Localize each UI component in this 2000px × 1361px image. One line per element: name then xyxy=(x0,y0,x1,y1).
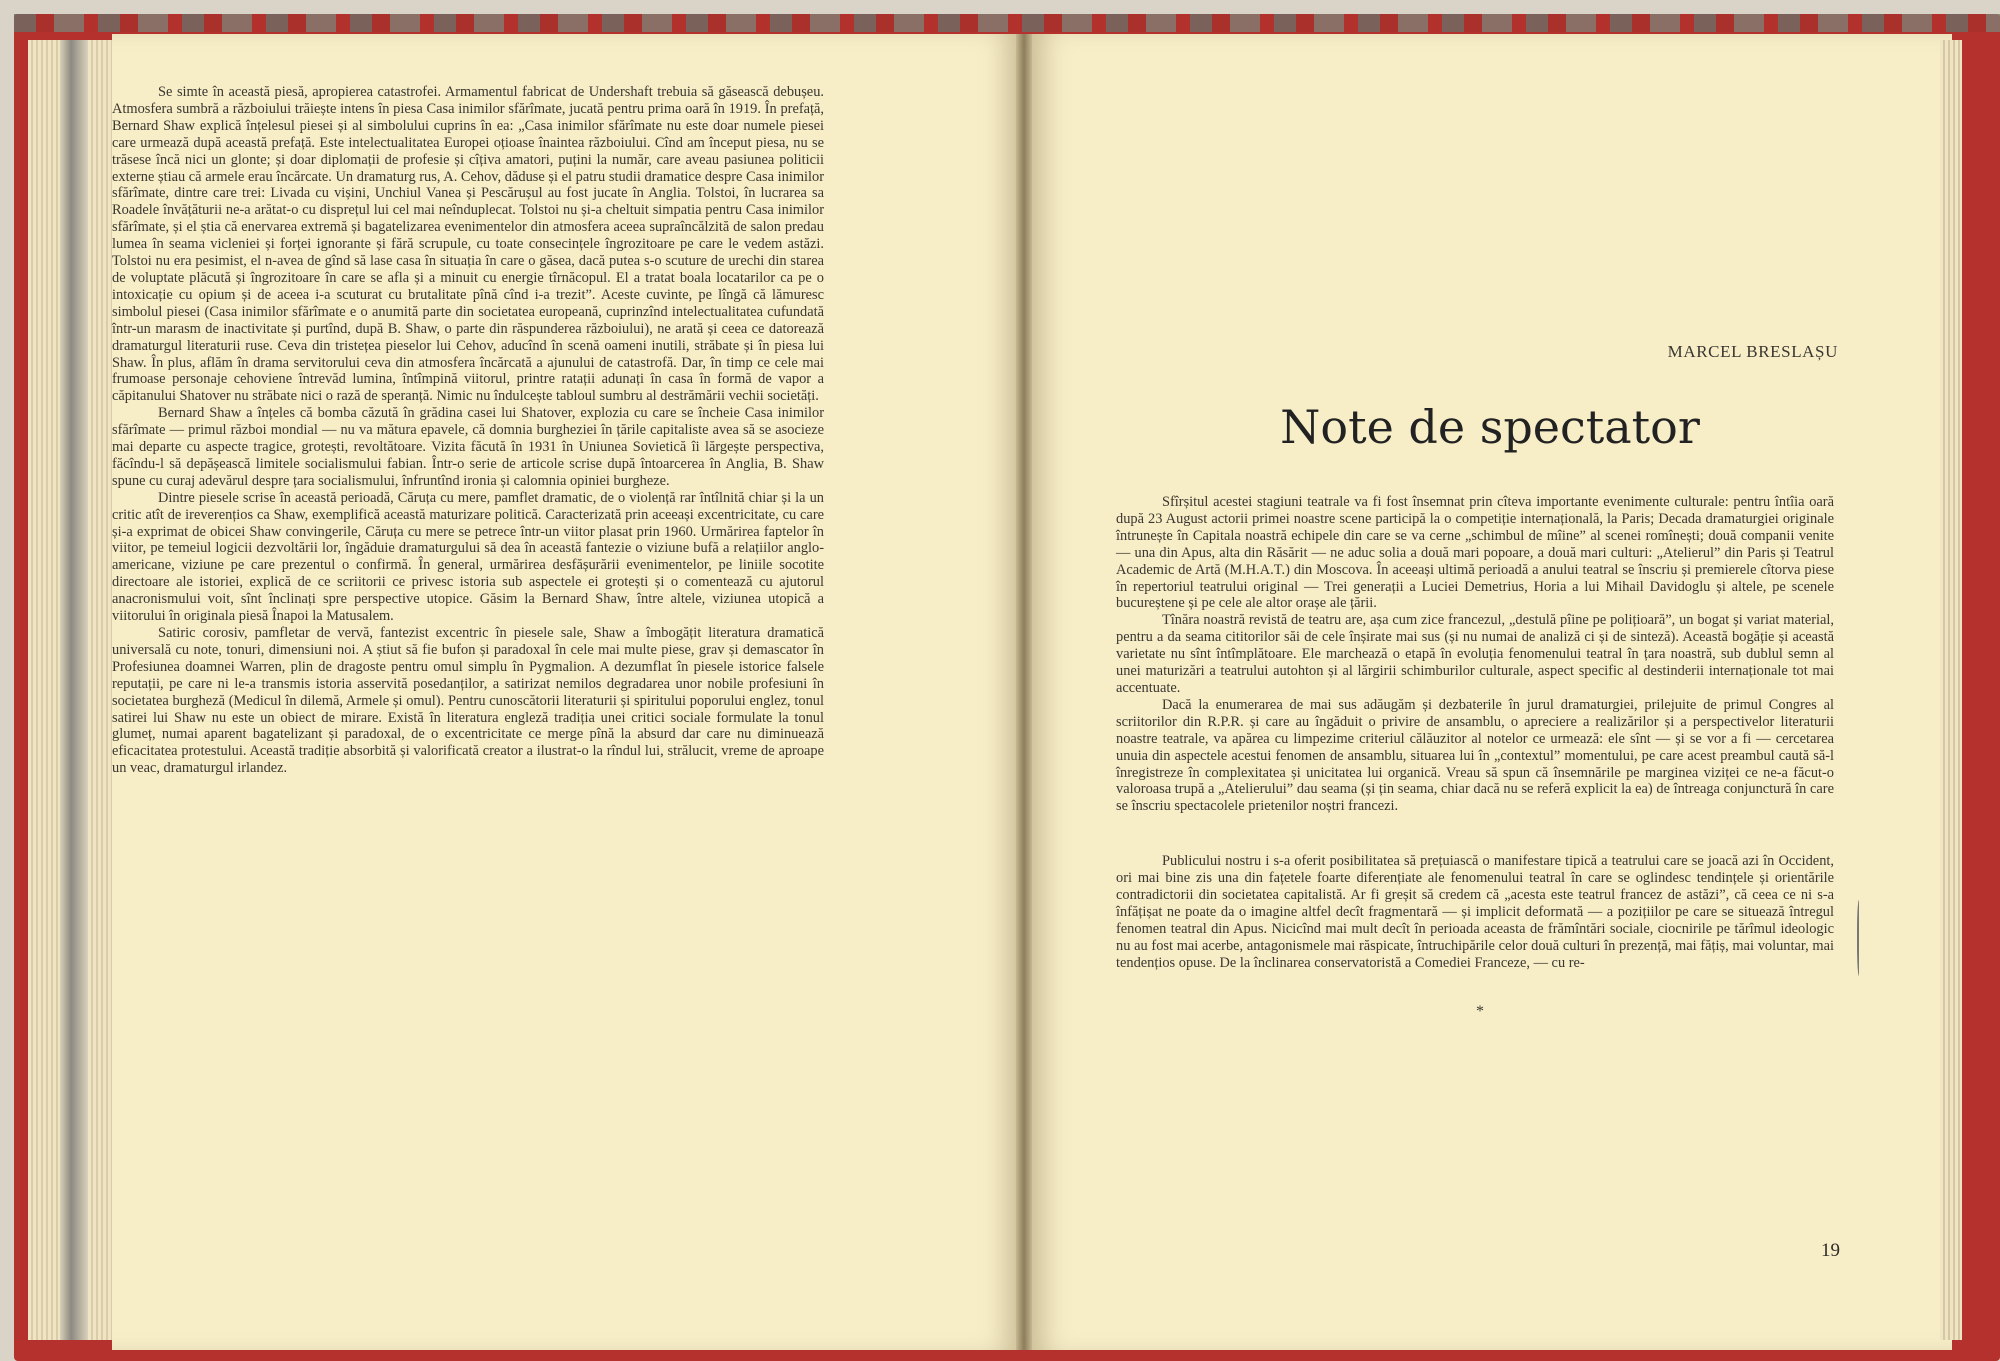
article-title: Note de spectator xyxy=(1280,400,1700,454)
book-gutter xyxy=(1016,34,1032,1350)
left-page-text xyxy=(112,84,824,777)
paragraph: Bernard Shaw a înțeles că bomba căzută în grădina casei lui Shatover, explozia cu care se încheie Casa inimilor sfărîmate — primul război mondial — nu va mătura epavele, că domnia burgheziei în țările capitaliste avea să se asocieze mai departe cu aspecte tragice, grotești, revoltătoare. Vizita făcută în 1931 în Uniunea Sovietică îi lărgește perspectiva, făcîndu-l să depășească limitele socialismului fabian. Într-o serie de articole scrise după întoarcerea în Anglia, B. Shaw spune cu curaj adevărul despre țara socialismului, înfruntînd ironia și calomnia opiniei burgheze. xyxy=(112,405,824,489)
paragraph: Sfîrșitul acestei stagiuni teatrale va fi fost însemnat prin cîteva importante evenimente culturale: pentru întîia oară după 23 August actorii primei noastre scene participă la o competiție internațională, la Paris; Decada dramaturgiei originale întrunește în Capitala noastră echipele din care se va cerne „schimbul de mîine” al scenei romînești; două companii venite — una din Apus, alta din Răsărit — ne aduc solia a două mari popoare, a două mari culturi: „Atelierul” din Paris și Teatrul Academic de Artă (M.H.A.T.) din Moscova. În aceeași ultimă perioadă a anului teatral se înscriu și premierele cîtorva piese în repertoriul teatrului original — Trei generații a Luciei Demetrius, Horia a lui Mihail Davidoglu și altele, pe scenele bucureștene și pe cele ale altor orașe ale țării. xyxy=(1116,494,1834,612)
article-author: MARCEL BRESLAȘU xyxy=(1667,342,1838,361)
section-separator: * xyxy=(1476,1003,1484,1020)
right-page-text xyxy=(1116,494,1834,972)
paragraph: Dintre piesele scrise în această perioadă, Căruța cu mere, pamflet dramatic, de o violență rar întîlnită chiar și la un critic atît de ireverențios ca Shaw, exemplifică această maturizare politică. Caracterizată prin aceeași excentricitate, cu care și-a exprimat de obicei Shaw convingerile, Căruța cu mere se petrece într-un viitor plasat prin 1960. Urmărirea faptelor în viitor, pe temeiul logicii dezvoltării lor, îngăduie dramaturgului să dea în această fantezie o viziune bufă a relațiilor anglo-americane, viziune pe care prezentul o confirmă. În general, urmărirea desfășurării evenimentelor, pe liniile socotite directoare ale istoriei, explică de ce scriitorii ce privesc istoria sub aspectele ei grotești și o comentează cu ajutorul anacronismului voit, sînt înclinați spre perspective utopice. Găsim la Bernard Shaw, între altele, viziunea utopică a viitorului în originala piesă Înapoi la Matusalem. xyxy=(112,489,824,625)
paragraph: Dacă la enumerarea de mai sus adăugăm și dezbaterile în jurul dramaturgiei, prilejuite de primul Congres al scriitorilor din R.P.R. și care au îngăduit o privire de ansamblu, o apreciere a realizărilor și a perspectivelor literaturii noastre teatrale, va apărea cu limpezime criteriul călăuzitor al notelor ce urmează: ele sînt — și se vor a fi — cercetarea unuia din aspectele acestui fenomen de ansamblu, situarea lui în „contextul” momentului, pe care acest preambul caută să-l înregistreze în complexitatea și unicitatea lui organică. Vreau să spun că însemnările pe marginea viziței ce ne-a făcut-o valoroasa trupă a „Atelierului” dau seama (și țin seama, chiar dacă nu se referă explicit la ea) de întreaga conjunctură în care se înscriu spectacolele prietenilor noștri francezi. xyxy=(1116,696,1834,815)
binding-strip xyxy=(60,40,88,1340)
paragraph: Publicului nostru i s-a oferit posibilitatea să prețuiască o manifestare tipică a teatrului care se joacă azi în Occident, ori mai bine zis una din fațetele foarte diferențiate ale fenomenului teatral în care se oglindesc tendințele și orientările contradictorii din societatea capitalistă. Ar fi greșit să credem că „acesta este teatrul francez de astăzi”, că ceea ce ni s-a înfățișat ne poate da o imagine altfel decît fragmentară — și implicit deformată — a pozițiilor pe care se situează întregul fenomen teatral din Apus. Nicicînd mai mult decît în perioada aceasta de frămîntări sociale, ciocnirile pe tărîmul ideologic nu au fost mai acerbe, antagonismele mai răspicate, întruchipările celor două culturi în prezență, mai fățiș, mai voluntar, mai tendențios opuse. De la înclinarea conservatoristă a Comediei Franceze, — cu re- xyxy=(1116,853,1834,971)
paragraph: Satiric corosiv, pamfletar de vervă, fantezist excentric în piesele sale, Shaw a îmbogățit literatura dramatică universală cu note, tonuri, dimensiuni noi. A știut să fie bufon și paradoxal în cele mai multe piese, grav și demascator în Profesiunea doamnei Warren, plin de dragoste pentru omul simplu în Pygmalion. A dezumflat în piesele istorice falsele reputații, pe care ni le-a transmis istoria asservită posedanților, a satirizat nemilos degradarea unor nobile profesiuni în societatea burgheză (Medicul în dilemă, Armele și omul). Pentru cunoscătorii literaturii și spiritului poporului englez, tonul satirei lui Shaw nu este un obiect de mirare. Există în literatura engleză tradiția unei critici sociale formulate la tonul glumeț, numai aparent bagatelizant și paradoxal, de o excentricitate ce merge pînă la absurd dar care nu diminuează eficacitatea protestului. Această tradiție absorbită și valorificată creator a ilustrat-o la rîndul lui, strălucit, vreme de aproape un veac, dramaturgul irlandez. xyxy=(112,625,824,777)
paragraph: Se simte în această piesă, apropierea catastrofei. Armamentul fabricat de Undershaft trebuia să găsească debușeu. Atmosfera sumbră a războiului trăiește intens în piesa Casa inimilor sfărîmate, jucată pentru prima oară în 1919. În prefață, Bernard Shaw explică înțelesul piesei și al simbolului cuprins în ea: „Casa inimilor sfărîmate nu este doar numele piesei care urmează după această prefață. Este intelectualitatea Europei oțioase înaintea războiului. Cînd am început piesa, nu se trăsese încă nici un glonte; și doar diplomații de profesie și cîțiva amatori, puțini la număr, care aveau pasiunea politicii externe știau că armele erau încărcate. Un dramaturg rus, A. Cehov, dăduse și el patru studii dramatice despre Casa inimilor sfărîmate, dintre care trei: Livada cu vișini, Unchiul Vanea și Pescărușul au fost jucate în Anglia. Tolstoi, în lucrarea sa Roadele învățăturii ne-a arătat-o cu disprețul lui cel mai neînduplecat. Tolstoi nu și-a cheltuit simpatia pentru Casa inimilor sfărîmate, și el știa că enervarea extremă și bagatelizarea evenimentelor din atmosfera aceea supraîncălzită de salon predau lumea în seama vicleniei și forței ignorante și fără scrupule, cu toate consecințele îngrozitoare pe care le vedem astăzi. Tolstoi nu era pesimist, el n-avea de gînd să lase casa în situația în care o găsea, dacă putea s-o scuture de urechi din starea de voluptate plăcută și îngrozitoare în care se afla și a minuit cu energie tîrnăcopul. El a tratat boala locatarilor ca pe o intoxicație cu opium și de aceea i-a scuturat cu brutalitate pînă cînd i-a trezit”. Aceste cuvinte, pe lîngă că lămuresc simbolul piesei (Casa inimilor sfărîmate e o anumită parte din societatea europeană, cuprinzînd intelectualitatea cufundată într-un marasm de inactivitate și purtînd, după B. Shaw, o parte din răspunderea războiului), ne arată și ceea ce datorează dramaturgul literaturii ruse. Ceva din tristețea pieselor lui Cehov, aducînd în scenă oameni inutili, străbate și în piesa lui Shaw. În plus, aflăm în drama servitorului ceva din atmosfera încărcată a ajunului de catastrofă. Dar, în timp ce cele mai frumoase personaje cehoviene întrevăd lumina, întîmpină viitorul, printre ratații adunați în casa în formă de vapor a căpitanului Shatover nu străbate nici o rază de speranță. Nimic nu îndulcește tabloul sumbru al destrămării vechii societăți. xyxy=(112,84,824,405)
pencil-margin-mark xyxy=(1857,900,1862,976)
page-edges-right xyxy=(1940,40,1962,1340)
page-number: 19 xyxy=(1821,1240,1840,1261)
paragraph: Tînăra noastră revistă de teatru are, așa cum zice francezul, „destulă pîine pe polițioară”, un bogat și variat material, pentru a da seama cititorilor săi de cele înșirate mai sus (și nu numai de analiză ci și de sinteză). Această bogăție și această varietate nu sînt întîmplătoare. Ele marchează o etapă în evoluția fenomenului teatral în țara noastră, sub dublul semn al unei maturizări a teatrului autohton și al lărgirii schimburilor culturale, aspect specific al destinderii internaționale tot mai accentuate. xyxy=(1116,612,1834,696)
